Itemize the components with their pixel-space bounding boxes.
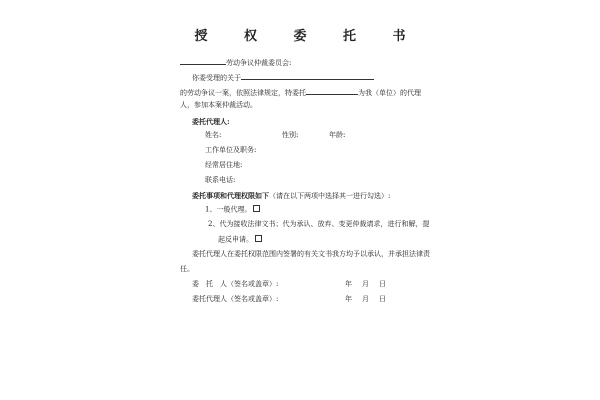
phone-label: 联系电话: xyxy=(205,176,236,184)
case-subject-blank[interactable] xyxy=(241,71,374,80)
agent-date-day: 日 xyxy=(379,295,386,303)
addressee-suffix: 劳动争议仲裁委员会: xyxy=(226,59,292,67)
intro-line-3: 人，参加本案仲裁活动。 xyxy=(180,101,257,109)
name-label: 姓名: xyxy=(205,131,222,139)
principal-date-year: 年 xyxy=(345,280,352,288)
intro-prefix: 你委受理的关于 xyxy=(192,74,241,82)
agent-heading: 委托代理人: xyxy=(192,117,230,126)
option-special-agency-line1: 2、代为接收法律文书；代为承认、放弃、变更仲裁请求，进行和解，提 xyxy=(208,220,430,228)
residence-label: 经常居住地: xyxy=(205,161,243,169)
option1-checkbox[interactable] xyxy=(253,205,260,212)
committee-name-blank[interactable] xyxy=(180,56,226,65)
agent-name-blank[interactable] xyxy=(306,86,358,95)
intro-line-1 xyxy=(192,71,374,83)
option-special-agency-line2 xyxy=(218,235,262,245)
intro-line2-text-a: 的劳动争议一案，依照法律规定，特委托 xyxy=(180,89,306,97)
gender-label: 性别: xyxy=(282,131,299,139)
workplace-label: 工作单位及职务: xyxy=(205,146,257,154)
scope-heading-note: （请在以下两项中选择其一进行勾选）: xyxy=(269,192,391,200)
principal-date-day: 日 xyxy=(379,280,386,288)
option-general-agency xyxy=(205,205,260,215)
scope-heading xyxy=(192,191,390,201)
statement-line-1: 委托代理人在委托权限范围内签署的有关文书我方均予以承认，并承担法律责 xyxy=(192,250,430,258)
agent-date-year: 年 xyxy=(345,295,352,303)
agent-date-month: 月 xyxy=(362,295,369,303)
option1-text: 1、一般代理。 xyxy=(205,205,252,214)
document-title: 授 权 委 托 书 xyxy=(194,29,422,44)
option2-checkbox[interactable] xyxy=(255,235,262,242)
option2-text: 起反申请。 xyxy=(218,235,253,244)
agent-signature-label: 委托代理人（签名或盖章）: xyxy=(192,295,279,303)
scope-heading-bold: 委托事项和代理权限如下 xyxy=(192,191,269,200)
statement-line-2: 任。 xyxy=(180,265,194,273)
intro-line-2 xyxy=(180,86,421,98)
addressee-line xyxy=(180,56,291,68)
principal-date-month: 月 xyxy=(362,280,369,288)
age-label: 年龄: xyxy=(329,131,346,139)
intro-line2-text-b: 为我（单位）的代理 xyxy=(358,89,421,97)
principal-signature-label: 委 托 人（签名或盖章）: xyxy=(192,280,279,288)
